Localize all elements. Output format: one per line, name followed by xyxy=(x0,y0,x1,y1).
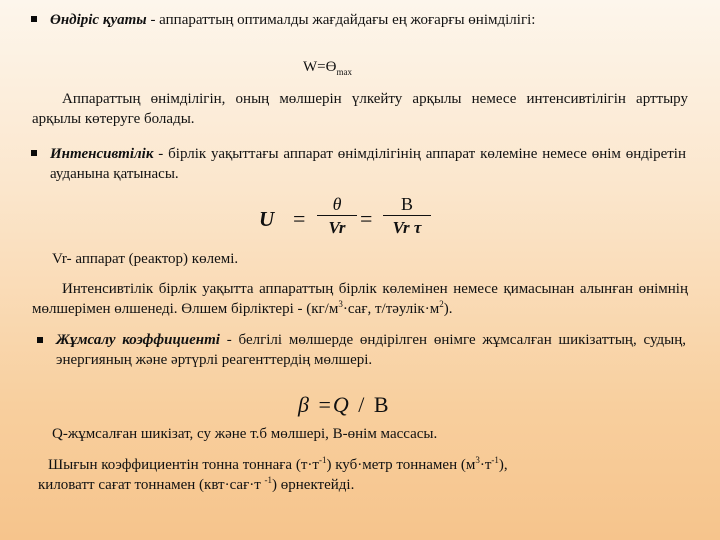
units-text: ·т xyxy=(479,457,492,473)
bullet-marker xyxy=(31,16,37,22)
note-consumption-variables: Q-жұмсалған шикізат, су және т.б мөлшері, В-өнім массасы. xyxy=(52,426,438,442)
fraction-numerator-theta: θ xyxy=(332,194,342,214)
units-dot: · xyxy=(307,457,313,473)
units-superscript: -1 xyxy=(491,455,499,465)
units-superscript: -1 xyxy=(264,475,273,485)
units-text: т xyxy=(312,457,319,473)
definition-consumption-coefficient xyxy=(56,330,686,370)
paragraph-productivity: Аппараттың өнімділігін, оның мөлшерін үлкейту арқылы немесе интенсивтілігін арттыру арқылы көтеруге болады. xyxy=(32,91,688,127)
formula-equals-2: = xyxy=(360,206,373,231)
formula-capacity xyxy=(303,57,352,77)
note-reactor-volume: Vr- аппарат (реактор) көлемі. xyxy=(52,251,239,267)
units-superscript: 2 xyxy=(439,299,444,309)
fraction-b-over-vr-tau xyxy=(383,194,431,237)
units-text: ), xyxy=(498,457,508,473)
paragraph-intensity-units xyxy=(32,279,688,319)
units-text-mid: ·сағ, т/тәулік·м xyxy=(342,301,440,317)
units-line-1 xyxy=(48,455,688,475)
units-text-end: ). xyxy=(443,301,453,317)
formula-consumption xyxy=(298,392,389,418)
formula-equals: = xyxy=(318,392,331,417)
term-consumption-coefficient: Жұмсалу коэффициенті xyxy=(56,332,220,348)
definition-intensity xyxy=(50,144,686,184)
paragraph-consumption-units xyxy=(38,455,688,495)
fraction-bar xyxy=(383,215,431,216)
formula-subscript: max xyxy=(336,67,352,77)
definition-text: - бірлік уақыттағы аппарат өнімділігінің аппарат көлеміне немесе өнім өндіретін ауданына қатынасы. xyxy=(50,146,686,182)
formula-beta: β xyxy=(298,392,309,417)
fraction-theta-over-vr xyxy=(317,194,357,237)
units-text: киловатт сағат тоннамен (квт·сағ·т xyxy=(38,477,265,493)
formula-U: U xyxy=(259,207,275,231)
formula-slash: / xyxy=(358,392,365,417)
term-production-capacity: Өндіріс қуаты xyxy=(50,12,147,28)
units-superscript: 3 xyxy=(338,299,343,309)
definition-production-capacity xyxy=(50,10,700,30)
fraction-numerator-b: B xyxy=(400,194,413,214)
formula-B: B xyxy=(373,392,389,417)
fraction-denominator-vr: Vr xyxy=(328,218,346,237)
formula-intensity xyxy=(255,194,435,242)
units-superscript: -1 xyxy=(318,455,327,465)
formula-equals-1: = xyxy=(293,206,306,231)
units-superscript: 3 xyxy=(475,455,480,465)
units-text: Интенсивтілік бірлік уақытта аппараттың бірлік көлемінен немесе қимасынан алынған өнімнің мөлшерімен өлшенеді. Өлшем бірліктері - (кг/м xyxy=(32,281,688,317)
term-intensity: Интенсивтілік xyxy=(50,146,154,162)
definition-text: - белгілі мөлшерде өндірілген өнімге жұмсалған шикізаттың, судың, энергияның және әртүрлі реагенттердің мөлшері. xyxy=(56,332,687,368)
fraction-denominator-vr-tau: Vr τ xyxy=(392,218,422,237)
units-text: ) куб·метр тоннамен (м xyxy=(326,457,476,473)
definition-text: - аппараттың оптималды жағдайдағы ең жоғарғы өнімділігі: xyxy=(146,12,536,28)
fraction-bar xyxy=(317,215,357,216)
formula-Q: Q xyxy=(332,392,349,417)
units-text: ) өрнектейді. xyxy=(272,477,355,493)
units-line-2 xyxy=(38,475,688,495)
units-text: Шығын коэффициентін тонна тоннаға (т xyxy=(48,457,308,473)
formula-lhs: W=Ө xyxy=(303,59,337,75)
bullet-marker xyxy=(37,337,43,343)
bullet-marker xyxy=(31,150,37,156)
